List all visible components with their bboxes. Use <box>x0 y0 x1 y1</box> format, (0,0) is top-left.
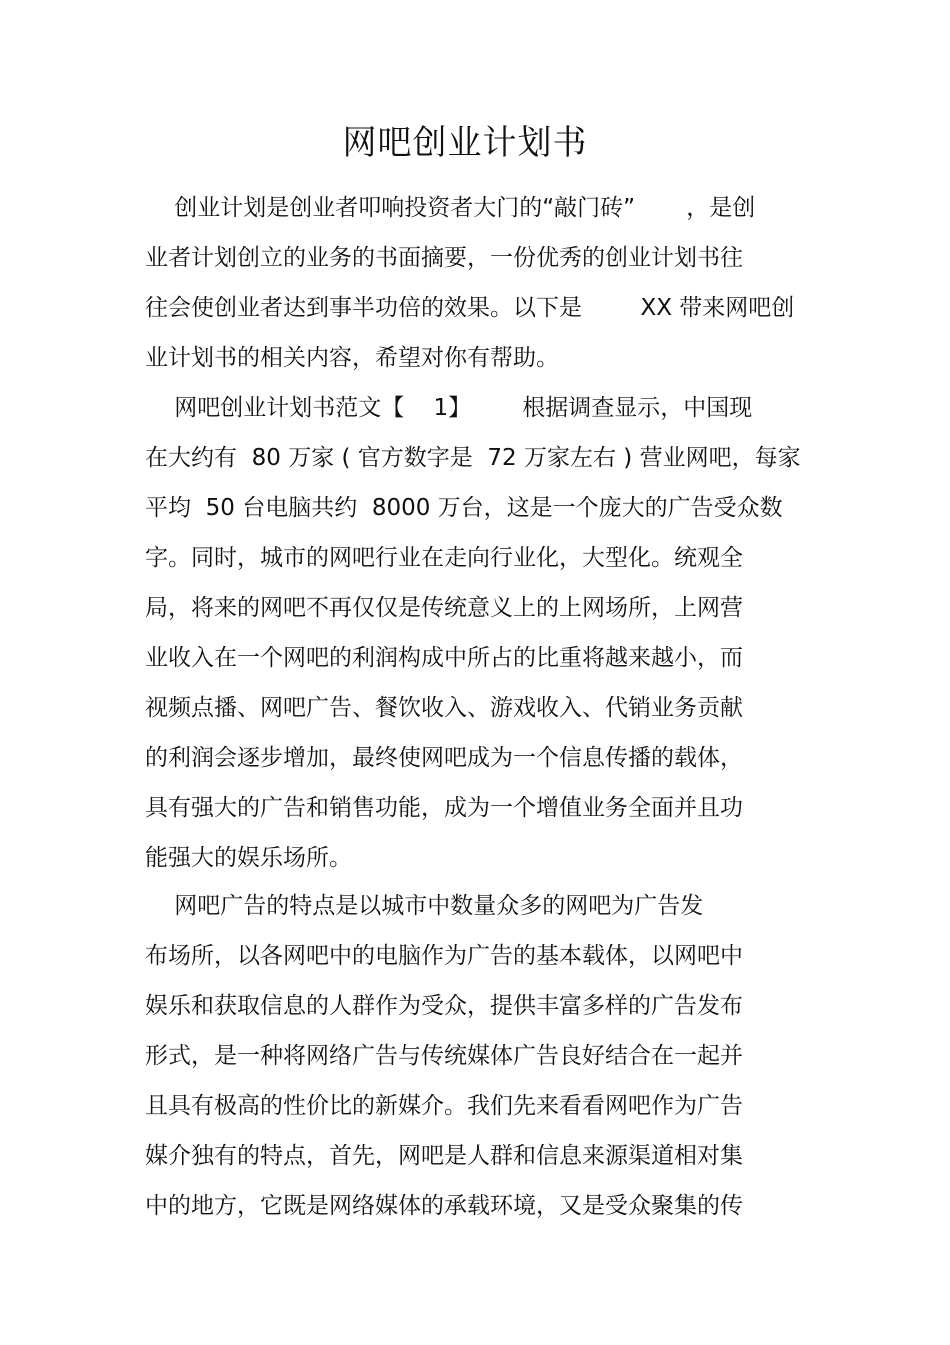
body-line: 媒介独有的特点，首先，网吧是人群和信息来源渠道相对集 <box>145 1143 743 1169</box>
body-line: 字。同时，城市的网吧行业在走向行业化，大型化。统观全 <box>145 545 743 571</box>
body-line: 中的地方，它既是网络媒体的承载环境，又是受众聚集的传 <box>145 1193 743 1219</box>
body-line: 形式，是一种将网络广告与传统媒体广告良好结合在一起并 <box>145 1043 743 1069</box>
document-title: 网吧创业计划书 <box>342 123 588 163</box>
body-line: 业计划书的相关内容，希望对你有帮助。 <box>145 345 559 371</box>
body-line: 业者计划创立的业务的书面摘要，一份优秀的创业计划书往 <box>145 245 743 271</box>
body-line: 的利润会逐步增加，最终使网吧成为一个信息传播的载体， <box>145 745 743 771</box>
body-line: 且具有极高的性价比的新媒介。我们先来看看网吧作为广告 <box>145 1093 743 1119</box>
body-line: 创业计划是创业者叩响投资者大门的“敲门砖” ，是创 <box>145 195 756 221</box>
body-line: 网吧创业计划书范文【 1】 根据调查显示，中国现 <box>145 395 753 421</box>
body-line: 能强大的娱乐场所。 <box>145 845 352 871</box>
body-line: 网吧广告的特点是以城市中数量众多的网吧为广告发 <box>145 893 704 919</box>
body-line: 视频点播、网吧广告、餐饮收入、游戏收入、代销业务贡献 <box>145 695 743 721</box>
body-line: 具有强大的广告和销售功能，成为一个增值业务全面并且功 <box>145 795 743 821</box>
body-line: 在大约有 80 万家 ( 官方数字是 72 万家左右 ) 营业网吧，每家 <box>145 445 801 471</box>
body-line: 业收入在一个网吧的利润构成中所占的比重将越来越小，而 <box>145 645 743 671</box>
body-line: 布场所，以各网吧中的电脑作为广告的基本载体，以网吧中 <box>145 943 743 969</box>
body-line: 往会使创业者达到事半功倍的效果。以下是 XX 带来网吧创 <box>145 295 795 321</box>
body-line: 平均 50 台电脑共约 8000 万台，这是一个庞大的广告受众数 <box>145 495 783 521</box>
body-line: 娱乐和获取信息的人群作为受众，提供丰富多样的广告发布 <box>145 993 743 1019</box>
body-line: 局，将来的网吧不再仅仅是传统意义上的上网场所，上网营 <box>145 595 743 621</box>
